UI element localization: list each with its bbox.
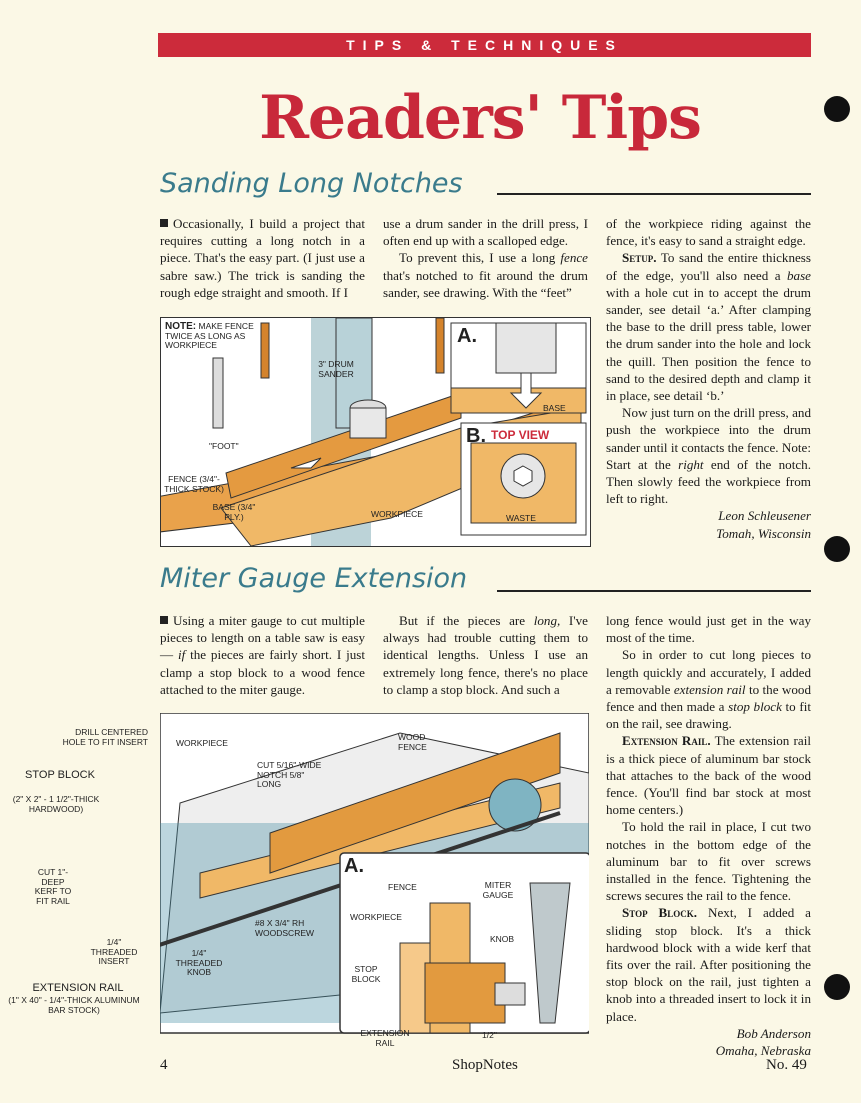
author: Leon Schleusener (718, 508, 811, 524)
detail-rail-label: EXTENSION RAIL (360, 1028, 410, 1048)
bullet-square (160, 219, 168, 227)
detail-fence-label: FENCE (388, 882, 417, 892)
foot-label: "FOOT" (209, 441, 239, 451)
author: Bob Anderson (736, 1025, 811, 1041)
page-title: Readers' Tips (259, 83, 701, 153)
fence-label: FENCE (3/4"-THICK STOCK) (164, 474, 224, 494)
miter-gauge-illustration (160, 713, 589, 1043)
knob-label: 1/4" THREADED KNOB (175, 948, 223, 977)
note-label: NOTE: MAKE FENCE TWICE AS LONG AS WORKPIECE (165, 321, 254, 350)
workpiece-label: WORKPIECE (371, 509, 423, 519)
detail-miter-label: MITER GAUGE (482, 880, 514, 900)
extension-rail-dims-label: (1" X 40" - 1/4"-THICK ALUMINUM BAR STOCK) (8, 995, 140, 1015)
miter-gauge-drawing (160, 713, 589, 1048)
heading-rule (497, 590, 811, 592)
issue-number: No. 49 (766, 1057, 807, 1073)
base-label: BASE (3/4" PLY.) (212, 502, 256, 522)
notch-label: CUT 5/16"-WIDE NOTCH 5/8" LONG (257, 760, 322, 789)
stop-block-label: STOP BLOCK (25, 769, 95, 781)
detail-a-label: A. (344, 855, 364, 877)
location: Tomah, Wisconsin (716, 525, 811, 541)
tip1-heading: Sanding Long Notches (160, 168, 463, 199)
threaded-insert-label: 1/4" THREADED INSERT (90, 937, 138, 966)
top-view-label: TOP VIEW (491, 428, 550, 442)
heading-rule (497, 193, 811, 195)
stop-block-dims-label: (2" X 2" - 1 1/2"-THICK HARDWOOD) (12, 794, 100, 814)
workpiece-label: WORKPIECE (176, 738, 228, 748)
tip2-column-2: But if the pieces are long, I've always had trouble cutting them to identical lengths. Unless I use an extremely long fence, there's no place to clamp a stop block. And such a (383, 613, 588, 697)
tip2-heading: Miter Gauge Extension (160, 563, 468, 594)
page-number: 4 (160, 1057, 168, 1073)
detail-half-label: 1/2" (482, 1030, 497, 1040)
detail-workpiece-label: WORKPIECE (350, 912, 402, 922)
section-banner: TIPS & TECHNIQUES (158, 33, 811, 57)
drum-label: 3" DRUM SANDER (318, 359, 354, 379)
magazine-name: ShopNotes (452, 1057, 518, 1073)
binder-hole (824, 96, 850, 122)
tip2-column-3: long fence would just get in the way most of the time. So in order to cut long pieces to length quickly and accurately, I added a removable extension rail to the wood fence and then made a stop block to fit on the rail, see drawing. Extension Rail. The extension rail is a thick piece of aluminum bar stock that attaches to the back of the wood fence. (You'll find bar stock at most home centers.) To hold the rail in place, I cut two notches in the bottom edge of the aluminum bar to fit over screws installed in the fence. Tightening the screws secures the rail to the fence. Stop Block. Next, I added a sliding stop block. It's a thick hardwood block with a wide kerf that fits over the rail. After positioning the stop block on the rail, just tighten a knob into a threaded insert to lock it in place. Bob Anderson Omaha, Nebraska (606, 613, 811, 1059)
wood-fence-label: WOOD FENCE (398, 732, 427, 752)
detail-b-label: B. (466, 425, 486, 447)
drum-sander-drawing (160, 317, 591, 547)
location: Omaha, Nebraska (715, 1043, 811, 1059)
detail-knob-label: KNOB (490, 934, 515, 944)
cut-kerf-label: CUT 1"-DEEP KERF TO FIT RAIL (34, 867, 72, 906)
tip2-column-1: Using a miter gauge to cut multiple pieces to length on a table saw is easy — if the pieces are fairly short. I just clamp a stop block to a wood fence attached to the miter gauge. (160, 613, 365, 697)
drill-label: DRILL CENTERED HOLE TO FIT INSERT (62, 727, 148, 747)
detail-stop-label: STOP BLOCK (351, 964, 381, 984)
tip1-column-1: Occasionally, I build a project that requires cutting a long notch in a piece. That's the easy part. (I just use a sabre saw.) The trick is sanding the rough edge straight and smooth. If I (160, 216, 365, 300)
binder-hole (824, 974, 850, 1000)
binder-hole (824, 536, 850, 562)
waste-label: WASTE (506, 513, 536, 523)
bullet-square (160, 616, 168, 624)
extension-rail-label: EXTENSION RAIL (32, 982, 124, 994)
tip1-column-3: of the workpiece riding against the fence, it's easy to sand a straight edge. Setup. To sand the entire thickness of the edge, you'll also need a base with a hole cut in to accept the drum sander, see detail ‘a.’ After clamping the base to the drill press table, lower the drum sander into the hole and lock the quill. Then position the fence to sand to the desired depth and clamp it in place, see detail ‘b.’ Now just turn on the drill press, and push the workpiece into the drum sander until it contacts the fence. Note: Start at the right end of the notch. Then slowly feed the workpiece from left to right. Leon Schleusener Tomah, Wisconsin (606, 216, 811, 541)
detail-a-base-label: BASE (543, 403, 566, 413)
tip1-column-2: use a drum sander in the drill press, I often end up with a scalloped edge. To prevent this, I use a long fence that's notched to fit around the drum sander, see drawing. With the “feet” (383, 216, 588, 300)
detail-a-label: A. (457, 325, 477, 347)
woodscrew-label: #8 X 3/4" RH WOODSCREW (255, 918, 315, 938)
